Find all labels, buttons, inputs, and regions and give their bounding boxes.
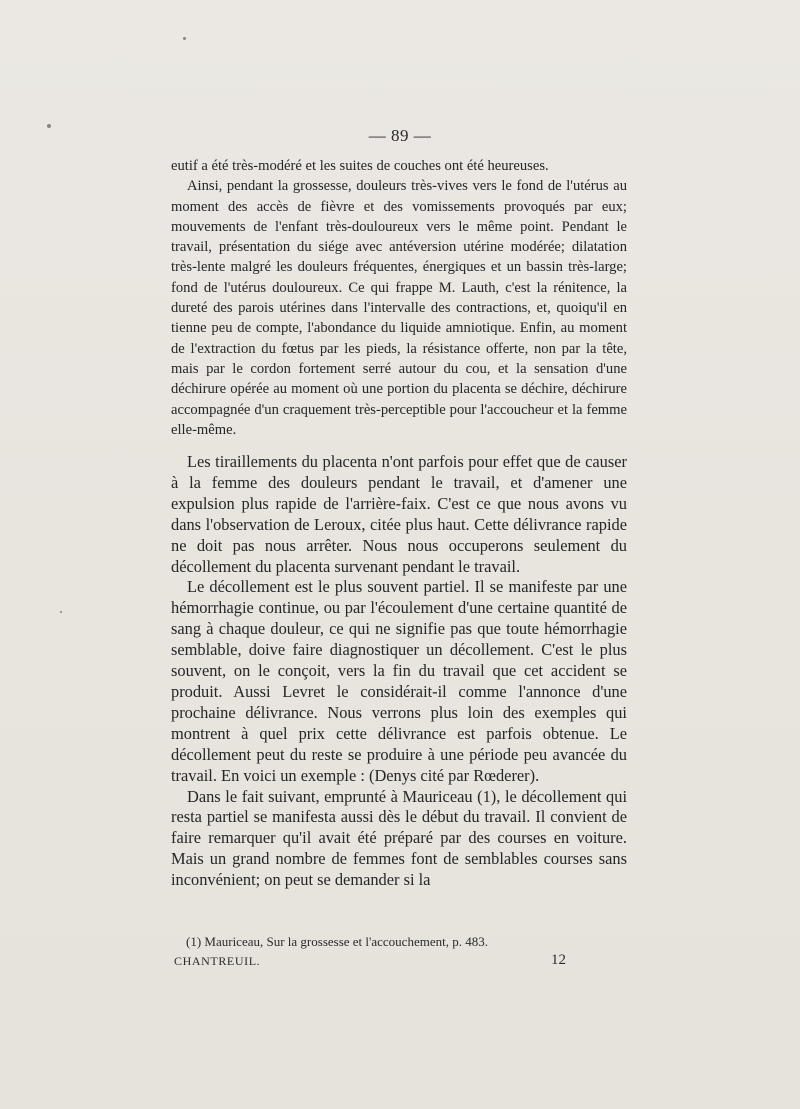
paper-speck	[60, 611, 62, 613]
footnote: (1) Mauriceau, Sur la grossesse et l'accouchement, p. 483.	[186, 934, 488, 949]
page-number-header: — 89 —	[368, 126, 432, 145]
paragraph: Le décollement est le plus souvent partiel. Il se manifeste par une hémorrhagie continue, ou par l'écoulement d'une certaine quantité de sang à chaque douleur, ce qui ne signifie pas que toute hémorrhagie semblable, doive faire diagnostiquer un décollement. C'est le plus souvent, on le conçoit, vers la fin du travail que cet accident se produit. Aussi Levret le considérait-il comme l'annonce d'une prochaine délivrance. Nous verrons plus loin des exemples qui montrent à quel prix cette délivrance est parfois obtenue. Le décollement peut du reste se produire à une période peu avancée du travail. En voici un exemple : (Denys cité par Rœderer).	[171, 577, 627, 785]
paragraph: Dans le fait suivant, emprunté à Mauriceau (1), le décollement qui resta partiel se manifesta aussi dès le début du travail. Il convient de faire remarquer qu'il avait été préparé par des courses en voiture. Mais un grand nombre de femmes font de semblables courses sans inconvénient; on peut se demander si la	[171, 786, 627, 890]
main-text-section	[171, 452, 627, 891]
paragraph: eutif a été très-modéré et les suites de couches ont été heureuses.	[171, 158, 549, 174]
paragraph: Ainsi, pendant la grossesse, douleurs très-vives vers le fond de l'utérus au moment des accès de fièvre et des vomissements provoqués par eux; mouvements de l'enfant très-douloureux vers le même point. Pendant le travail, présentation du siége avec antéversion utérine modérée; dilatation très-lente malgré les douleurs fréquentes, énergiques et un bassin très-large; fond de l'utérus douloureux. Ce qui frappe M. Lauth, c'est la rénitence, la dureté des parois utérines dans l'intervalle des contractions, et, quoiqu'il en tienne peu de compte, l'abondance du liquide amniotique. Enfin, au moment de l'extraction du fœtus par les pieds, la résistance offerte, non par la tête, mais par le cordon fortement serré autour du cou, et la sensation d'une déchirure opérée au moment où une portion du placenta se déchire, déchirure accompagnée d'un craquement très-perceptible pour l'accoucheur et la femme elle-même.	[171, 178, 627, 438]
signature-number: 12	[551, 952, 566, 968]
paper-speck	[183, 37, 186, 40]
paragraph: Les tiraillements du placenta n'ont parfois pour effet que de causer à la femme des douleurs pendant le travail, et d'amener une expulsion plus rapide de l'arrière-faix. C'est ce que nous avons vu dans l'observation de Leroux, citée plus haut. Cette délivrance rapide ne doit pas nous arrêter. Nous nous occuperons seulement du décollement du placenta survenant pendant le travail.	[171, 452, 627, 576]
small-text-section	[171, 156, 627, 440]
signature-author: CHANTREUIL.	[174, 954, 261, 968]
